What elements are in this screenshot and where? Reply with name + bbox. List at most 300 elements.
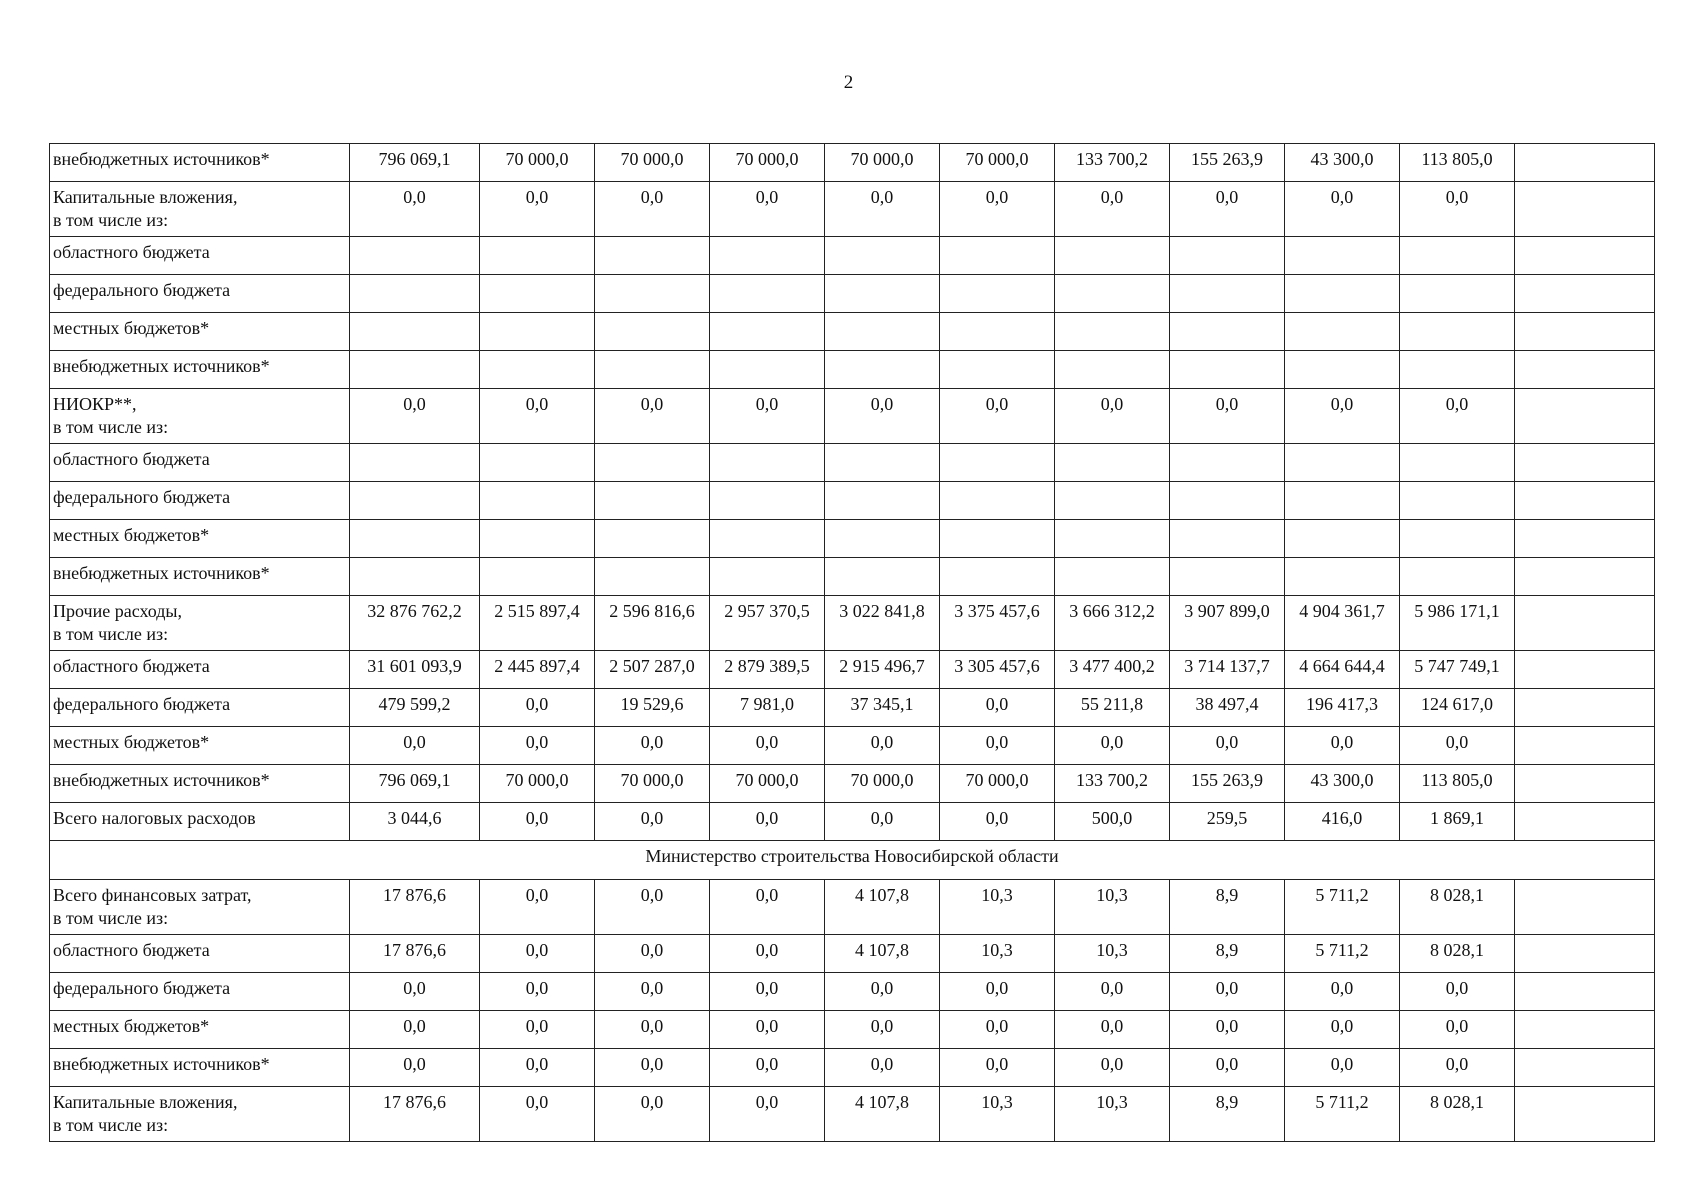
value-cell [1170, 482, 1285, 520]
row-label: федерального бюджета [50, 973, 350, 1011]
value-cell: 70 000,0 [940, 765, 1055, 803]
value-cell [595, 558, 710, 596]
table-row [50, 765, 1655, 803]
value-cell: 0,0 [710, 1049, 825, 1087]
value-cell: 0,0 [710, 803, 825, 841]
value-cell: 0,0 [1400, 182, 1515, 237]
value-cell: 0,0 [595, 1049, 710, 1087]
value-cell: 32 876 762,2 [350, 596, 480, 651]
value-cell: 8,9 [1170, 1087, 1285, 1142]
value-cell [1055, 482, 1170, 520]
value-cell: 479 599,2 [350, 689, 480, 727]
value-cell: 0,0 [1285, 1011, 1400, 1049]
value-cell: 3 714 137,7 [1170, 651, 1285, 689]
value-cell [710, 444, 825, 482]
value-cell [1515, 1087, 1655, 1142]
value-cell [710, 558, 825, 596]
row-label: Прочие расходы, в том числе из: [50, 596, 350, 651]
value-cell: 4 107,8 [825, 935, 940, 973]
value-cell: 796 069,1 [350, 144, 480, 182]
row-label: внебюджетных источников* [50, 351, 350, 389]
value-cell: 7 981,0 [710, 689, 825, 727]
value-cell [1515, 182, 1655, 237]
table-row [50, 727, 1655, 765]
value-cell [1285, 237, 1400, 275]
value-cell: 0,0 [1285, 727, 1400, 765]
value-cell: 0,0 [480, 689, 595, 727]
value-cell: 0,0 [480, 880, 595, 935]
value-cell: 0,0 [595, 182, 710, 237]
value-cell: 5 711,2 [1285, 1087, 1400, 1142]
value-cell [1515, 880, 1655, 935]
value-cell [940, 444, 1055, 482]
value-cell [595, 275, 710, 313]
value-cell: 0,0 [1285, 973, 1400, 1011]
value-cell: 3 044,6 [350, 803, 480, 841]
value-cell [710, 520, 825, 558]
value-cell: 0,0 [595, 389, 710, 444]
value-cell: 155 263,9 [1170, 144, 1285, 182]
value-cell: 0,0 [1170, 727, 1285, 765]
value-cell [480, 237, 595, 275]
value-cell [1515, 973, 1655, 1011]
value-cell: 0,0 [710, 389, 825, 444]
value-cell: 0,0 [1285, 1049, 1400, 1087]
value-cell: 8,9 [1170, 935, 1285, 973]
value-cell [710, 313, 825, 351]
value-cell: 0,0 [595, 973, 710, 1011]
value-cell [595, 444, 710, 482]
value-cell: 0,0 [480, 803, 595, 841]
value-cell: 2 879 389,5 [710, 651, 825, 689]
value-cell: 0,0 [710, 1011, 825, 1049]
table-row [50, 1049, 1655, 1087]
value-cell: 55 211,8 [1055, 689, 1170, 727]
value-cell [350, 558, 480, 596]
value-cell: 0,0 [710, 1087, 825, 1142]
value-cell [480, 558, 595, 596]
value-cell [940, 313, 1055, 351]
value-cell [825, 275, 940, 313]
value-cell [1285, 313, 1400, 351]
value-cell: 1 869,1 [1400, 803, 1515, 841]
value-cell: 0,0 [480, 389, 595, 444]
value-cell: 155 263,9 [1170, 765, 1285, 803]
value-cell: 0,0 [1400, 973, 1515, 1011]
value-cell: 17 876,6 [350, 1087, 480, 1142]
value-cell: 0,0 [1055, 1049, 1170, 1087]
value-cell: 0,0 [480, 973, 595, 1011]
value-cell: 5 986 171,1 [1400, 596, 1515, 651]
value-cell: 196 417,3 [1285, 689, 1400, 727]
value-cell: 0,0 [480, 727, 595, 765]
value-cell [1055, 444, 1170, 482]
row-label: местных бюджетов* [50, 313, 350, 351]
value-cell [480, 482, 595, 520]
value-cell: 0,0 [480, 935, 595, 973]
value-cell: 0,0 [940, 182, 1055, 237]
value-cell: 5 711,2 [1285, 880, 1400, 935]
value-cell [940, 520, 1055, 558]
page-number: 2 [843, 72, 854, 93]
value-cell: 0,0 [1400, 389, 1515, 444]
value-cell [1515, 651, 1655, 689]
value-cell: 70 000,0 [710, 765, 825, 803]
value-cell: 0,0 [350, 1011, 480, 1049]
value-cell: 5 711,2 [1285, 935, 1400, 973]
value-cell: 2 515 897,4 [480, 596, 595, 651]
value-cell: 113 805,0 [1400, 144, 1515, 182]
value-cell [350, 482, 480, 520]
value-cell: 0,0 [710, 880, 825, 935]
section-header-row [50, 841, 1655, 880]
table-body-top [50, 144, 1655, 841]
value-cell: 70 000,0 [480, 144, 595, 182]
row-label: местных бюджетов* [50, 727, 350, 765]
value-cell [825, 444, 940, 482]
table-row [50, 651, 1655, 689]
row-label: Капитальные вложения, в том числе из: [50, 1087, 350, 1142]
value-cell [1515, 237, 1655, 275]
value-cell [480, 313, 595, 351]
row-label: внебюджетных источников* [50, 558, 350, 596]
value-cell: 3 305 457,6 [940, 651, 1055, 689]
table-row [50, 880, 1655, 935]
value-cell [350, 275, 480, 313]
row-label: внебюджетных источников* [50, 1049, 350, 1087]
value-cell [1515, 313, 1655, 351]
value-cell [825, 520, 940, 558]
value-cell: 0,0 [350, 389, 480, 444]
table-row [50, 389, 1655, 444]
row-label: внебюджетных источников* [50, 765, 350, 803]
value-cell: 0,0 [1055, 1011, 1170, 1049]
value-cell: 0,0 [595, 880, 710, 935]
value-cell [825, 351, 940, 389]
value-cell [1515, 389, 1655, 444]
value-cell [940, 558, 1055, 596]
value-cell: 70 000,0 [710, 144, 825, 182]
value-cell: 70 000,0 [940, 144, 1055, 182]
value-cell: 0,0 [595, 1087, 710, 1142]
value-cell [1515, 444, 1655, 482]
value-cell [1515, 1011, 1655, 1049]
value-cell: 0,0 [710, 973, 825, 1011]
value-cell [940, 482, 1055, 520]
value-cell [350, 313, 480, 351]
value-cell [710, 237, 825, 275]
value-cell [1285, 351, 1400, 389]
value-cell [1515, 558, 1655, 596]
value-cell [1170, 275, 1285, 313]
value-cell [480, 444, 595, 482]
table-row [50, 803, 1655, 841]
value-cell: 2 957 370,5 [710, 596, 825, 651]
value-cell: 3 907 899,0 [1170, 596, 1285, 651]
value-cell: 0,0 [1400, 1011, 1515, 1049]
value-cell: 4 107,8 [825, 1087, 940, 1142]
value-cell [1515, 803, 1655, 841]
row-label: федерального бюджета [50, 689, 350, 727]
value-cell: 0,0 [1055, 182, 1170, 237]
value-cell: 0,0 [1055, 389, 1170, 444]
value-cell: 43 300,0 [1285, 144, 1400, 182]
value-cell [1055, 558, 1170, 596]
table-row [50, 520, 1655, 558]
value-cell [1055, 313, 1170, 351]
row-label: Капитальные вложения, в том числе из: [50, 182, 350, 237]
value-cell: 0,0 [825, 182, 940, 237]
table-row [50, 444, 1655, 482]
value-cell: 0,0 [350, 1049, 480, 1087]
value-cell [1400, 351, 1515, 389]
value-cell [1515, 596, 1655, 651]
value-cell: 0,0 [480, 182, 595, 237]
value-cell: 4 107,8 [825, 880, 940, 935]
value-cell [1055, 351, 1170, 389]
table-row [50, 596, 1655, 651]
value-cell: 0,0 [825, 803, 940, 841]
value-cell [595, 351, 710, 389]
value-cell [350, 444, 480, 482]
row-label: НИОКР**, в том числе из: [50, 389, 350, 444]
budget-table [49, 143, 1655, 1142]
value-cell: 133 700,2 [1055, 765, 1170, 803]
value-cell: 10,3 [940, 935, 1055, 973]
value-cell: 10,3 [940, 1087, 1055, 1142]
value-cell [1515, 275, 1655, 313]
row-label: областного бюджета [50, 651, 350, 689]
table-row [50, 1011, 1655, 1049]
value-cell [1170, 444, 1285, 482]
value-cell [825, 313, 940, 351]
value-cell: 0,0 [940, 973, 1055, 1011]
table-row [50, 558, 1655, 596]
table-row [50, 482, 1655, 520]
value-cell: 70 000,0 [825, 765, 940, 803]
table-row [50, 237, 1655, 275]
value-cell [1515, 727, 1655, 765]
value-cell: 0,0 [1170, 1049, 1285, 1087]
value-cell: 0,0 [595, 727, 710, 765]
value-cell [1400, 275, 1515, 313]
value-cell: 0,0 [710, 935, 825, 973]
value-cell: 2 915 496,7 [825, 651, 940, 689]
value-cell [595, 520, 710, 558]
value-cell: 0,0 [480, 1011, 595, 1049]
value-cell [710, 351, 825, 389]
value-cell [1515, 1049, 1655, 1087]
row-label: внебюджетных источников* [50, 144, 350, 182]
value-cell: 124 617,0 [1400, 689, 1515, 727]
value-cell [1400, 558, 1515, 596]
value-cell: 10,3 [1055, 935, 1170, 973]
value-cell [1515, 144, 1655, 182]
table-row [50, 973, 1655, 1011]
value-cell: 37 345,1 [825, 689, 940, 727]
value-cell [595, 237, 710, 275]
table-row [50, 275, 1655, 313]
ministry-header: Министерство строительства Новосибирской области [50, 841, 1655, 880]
value-cell: 0,0 [350, 973, 480, 1011]
value-cell: 0,0 [1170, 973, 1285, 1011]
value-cell: 259,5 [1170, 803, 1285, 841]
value-cell: 8 028,1 [1400, 880, 1515, 935]
value-cell [350, 237, 480, 275]
value-cell [1285, 444, 1400, 482]
value-cell [1170, 558, 1285, 596]
table-row [50, 182, 1655, 237]
value-cell: 0,0 [1400, 727, 1515, 765]
value-cell: 43 300,0 [1285, 765, 1400, 803]
value-cell [1055, 520, 1170, 558]
value-cell: 0,0 [710, 182, 825, 237]
value-cell [350, 520, 480, 558]
value-cell [1285, 520, 1400, 558]
row-label: местных бюджетов* [50, 520, 350, 558]
value-cell: 0,0 [1285, 182, 1400, 237]
value-cell: 0,0 [1170, 389, 1285, 444]
value-cell: 70 000,0 [595, 144, 710, 182]
value-cell [1400, 520, 1515, 558]
value-cell: 0,0 [1055, 727, 1170, 765]
value-cell [1170, 351, 1285, 389]
value-cell [940, 275, 1055, 313]
value-cell [940, 351, 1055, 389]
table-body-bottom [50, 880, 1655, 1142]
value-cell: 19 529,6 [595, 689, 710, 727]
value-cell [350, 351, 480, 389]
table-row [50, 313, 1655, 351]
table-row [50, 935, 1655, 973]
value-cell [710, 482, 825, 520]
value-cell [480, 520, 595, 558]
value-cell [480, 275, 595, 313]
value-cell: 17 876,6 [350, 935, 480, 973]
value-cell: 0,0 [595, 1011, 710, 1049]
value-cell [1170, 237, 1285, 275]
value-cell [1400, 444, 1515, 482]
row-label: федерального бюджета [50, 275, 350, 313]
value-cell: 10,3 [1055, 1087, 1170, 1142]
value-cell: 0,0 [940, 1049, 1055, 1087]
value-cell: 2 445 897,4 [480, 651, 595, 689]
value-cell: 0,0 [480, 1049, 595, 1087]
value-cell: 2 596 816,6 [595, 596, 710, 651]
row-label: областного бюджета [50, 935, 350, 973]
row-label: федерального бюджета [50, 482, 350, 520]
row-label: областного бюджета [50, 237, 350, 275]
value-cell: 0,0 [940, 689, 1055, 727]
value-cell: 2 507 287,0 [595, 651, 710, 689]
value-cell: 500,0 [1055, 803, 1170, 841]
value-cell [1285, 558, 1400, 596]
value-cell: 0,0 [595, 935, 710, 973]
value-cell [595, 482, 710, 520]
value-cell: 133 700,2 [1055, 144, 1170, 182]
value-cell [1285, 482, 1400, 520]
value-cell [710, 275, 825, 313]
value-cell: 0,0 [350, 182, 480, 237]
value-cell [1515, 935, 1655, 973]
value-cell [1400, 313, 1515, 351]
value-cell [825, 482, 940, 520]
table-row [50, 351, 1655, 389]
value-cell: 0,0 [940, 389, 1055, 444]
value-cell: 0,0 [825, 1049, 940, 1087]
value-cell [1055, 237, 1170, 275]
value-cell: 0,0 [940, 803, 1055, 841]
value-cell: 8,9 [1170, 880, 1285, 935]
row-label: местных бюджетов* [50, 1011, 350, 1049]
value-cell: 38 497,4 [1170, 689, 1285, 727]
value-cell: 0,0 [1170, 182, 1285, 237]
section-header-body [50, 841, 1655, 880]
value-cell [1515, 482, 1655, 520]
value-cell: 0,0 [825, 727, 940, 765]
value-cell: 0,0 [1055, 973, 1170, 1011]
value-cell: 31 601 093,9 [350, 651, 480, 689]
value-cell: 8 028,1 [1400, 1087, 1515, 1142]
value-cell: 113 805,0 [1400, 765, 1515, 803]
value-cell: 0,0 [825, 389, 940, 444]
value-cell [1400, 482, 1515, 520]
value-cell: 5 747 749,1 [1400, 651, 1515, 689]
table-row [50, 144, 1655, 182]
value-cell: 0,0 [940, 727, 1055, 765]
value-cell: 70 000,0 [480, 765, 595, 803]
value-cell [1515, 765, 1655, 803]
value-cell: 0,0 [350, 727, 480, 765]
value-cell [1515, 689, 1655, 727]
value-cell: 70 000,0 [825, 144, 940, 182]
value-cell: 0,0 [710, 727, 825, 765]
value-cell: 3 375 457,6 [940, 596, 1055, 651]
value-cell: 8 028,1 [1400, 935, 1515, 973]
value-cell: 3 477 400,2 [1055, 651, 1170, 689]
value-cell: 416,0 [1285, 803, 1400, 841]
value-cell: 0,0 [1170, 1011, 1285, 1049]
value-cell [1055, 275, 1170, 313]
table-row [50, 689, 1655, 727]
row-label: Всего налоговых расходов [50, 803, 350, 841]
value-cell: 3 022 841,8 [825, 596, 940, 651]
value-cell: 0,0 [1285, 389, 1400, 444]
value-cell [1285, 275, 1400, 313]
row-label: Всего финансовых затрат, в том числе из: [50, 880, 350, 935]
value-cell: 0,0 [480, 1087, 595, 1142]
value-cell: 4 904 361,7 [1285, 596, 1400, 651]
row-label: областного бюджета [50, 444, 350, 482]
value-cell: 4 664 644,4 [1285, 651, 1400, 689]
value-cell [1515, 351, 1655, 389]
value-cell: 0,0 [940, 1011, 1055, 1049]
value-cell [825, 558, 940, 596]
value-cell: 17 876,6 [350, 880, 480, 935]
value-cell: 0,0 [825, 1011, 940, 1049]
value-cell [1515, 520, 1655, 558]
value-cell: 3 666 312,2 [1055, 596, 1170, 651]
value-cell [595, 313, 710, 351]
value-cell: 0,0 [595, 803, 710, 841]
value-cell [1170, 520, 1285, 558]
value-cell: 10,3 [940, 880, 1055, 935]
value-cell: 70 000,0 [595, 765, 710, 803]
value-cell: 0,0 [825, 973, 940, 1011]
value-cell [1400, 237, 1515, 275]
value-cell [940, 237, 1055, 275]
value-cell: 10,3 [1055, 880, 1170, 935]
